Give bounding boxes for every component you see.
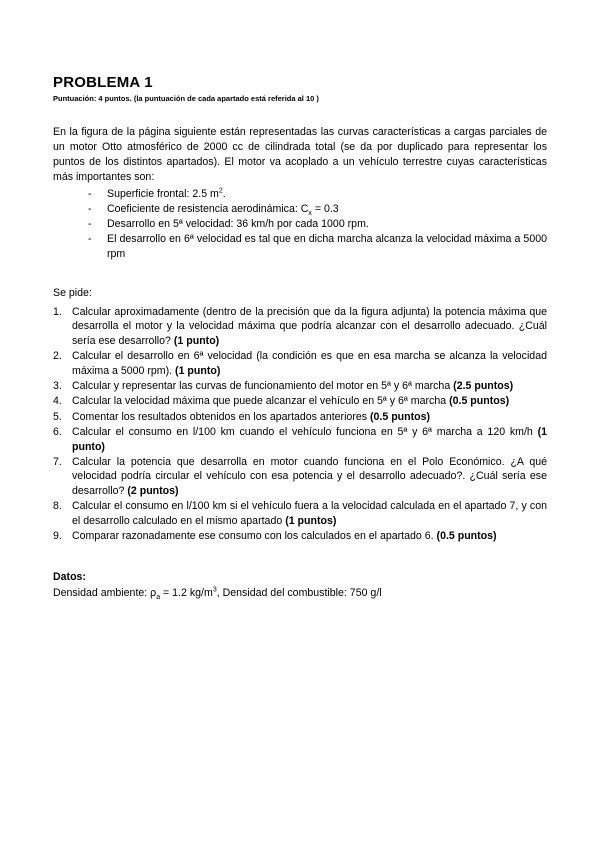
question-item: 2. Calcular el desarrollo en 6ª velocidad (la condición es que en esa marcha se alcanza la velocidad máxima a 5000 rpm). (1 punto): [53, 350, 547, 377]
question-points: (0.5 puntos): [370, 410, 431, 423]
data-line: Densidad ambiente: $\rho_a = 1.2$ $kg/m^3$, Densidad del combustible: 750 g/l: [53, 586, 382, 602]
intro-paragraph: En la figura de la página siguiente están representadas las curvas características a cargas parciales de un motor Otto atmosférico de 2000 cc de cilindrada total (se da por duplicado para representar los puntos de los distintos apartados). El motor va acoplado a un vehículo terrestre cuyas características más importantes son:: [53, 126, 547, 183]
question-item: 7. Calcular la potencia que desarrolla en motor cuando funciona en el Polo Económico. ¿A qué velocidad podría circular el vehículo con esa potencia y el desarrollo adecuado?. ¿Cuál sería ese desarrollo? (2 puntos): [53, 456, 547, 497]
question-points: (1 puntos): [285, 514, 337, 527]
feature-item: - Coeficiente de resistencia aerodinámica: $C_x = 0.3$: [88, 203, 339, 218]
question-item: 6. Calcular el consumo en l/100 km cuando el vehículo funciona en 5ª y 6ª marcha a 120 km/h (1 punto): [53, 426, 547, 453]
bullet-dash: -: [88, 203, 92, 215]
question-points: (1 punto): [72, 426, 547, 453]
question-points: (0.5 puntos): [449, 395, 510, 408]
feature-item: - Superficie frontal: 2.5 $m^2$.: [88, 187, 226, 200]
questions-list: [53, 305, 547, 545]
question-item: 8. Calcular el consumo en l/100 km si el vehículo fuera a la velocidad calculada en el apartado 7, y con el desarrollo calculado en el mismo apartado (1 puntos): [53, 500, 547, 527]
problem-title: PROBLEMA 1: [53, 74, 153, 91]
question-points: (2.5 puntos): [453, 380, 514, 393]
question-points: (1 punto): [175, 364, 221, 377]
question-points: (1 punto): [173, 334, 220, 347]
bullet-dash: -: [88, 188, 92, 200]
question-points: (2 puntos): [127, 484, 179, 497]
feature-item: - El desarrollo en 6ª velocidad es tal que en dicha marcha alcanza la velocidad máxima a 5000 rpm: [88, 233, 547, 260]
question-points: (0.5 puntos): [436, 530, 497, 543]
question-item: 3. Calcular y representar las curvas de funcionamiento del motor en 5ª y 6ª marcha (2.5 puntos): [53, 380, 514, 393]
bullet-dash: -: [88, 218, 92, 230]
question-item: 1. Calcular aproximadamente (dentro de la precisión que da la figura adjunta) la potencia máxima que desarrolla el motor y la velocidad máxima que podría alcanzar con el desarrollo adecuado. ¿Cuál sería ese desarrollo? (1 punto): [53, 306, 547, 347]
bullet-dash: -: [88, 233, 92, 245]
question-item: 5. Comentar los resultados obtenidos en los apartados anteriores (0.5 puntos): [53, 410, 431, 423]
tasks-heading: Se pide:: [53, 287, 92, 299]
data-heading: Datos:: [53, 571, 86, 583]
question-item: 9. Comparar razonadamente ese consumo con los calculados en el apartado 6. (0.5 puntos): [53, 530, 497, 543]
question-item: 4. Calcular la velocidad máxima que puede alcanzar el vehículo en 5ª y 6ª marcha (0.5 puntos): [53, 395, 510, 408]
scoring-note: Puntuación: 4 puntos. (la puntuación de cada apartado está referida al 10 ): [53, 94, 319, 103]
vehicle-features-list: [88, 187, 547, 262]
feature-item: - Desarrollo en 5ª velocidad: 36 km/h por cada 1000 rpm.: [88, 218, 369, 230]
